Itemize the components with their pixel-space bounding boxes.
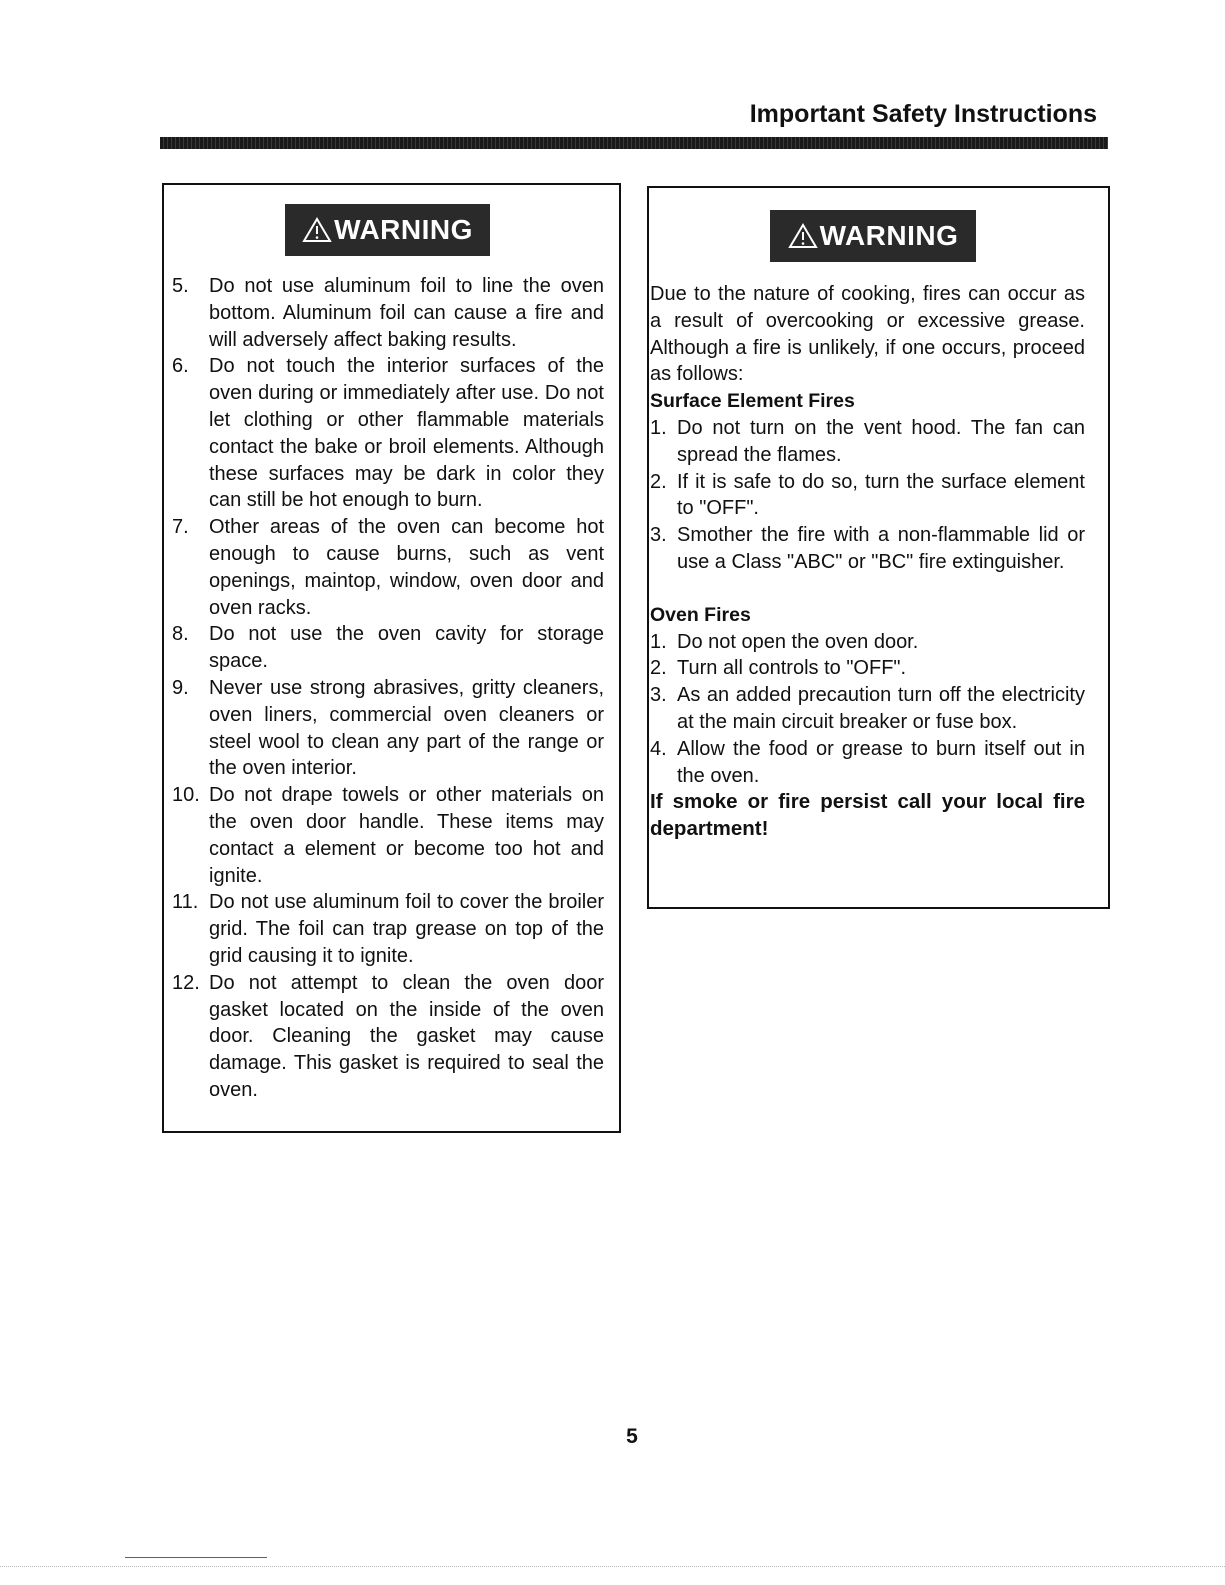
item-number: 5. <box>172 275 189 297</box>
spacer <box>650 576 1085 602</box>
item-text: Never use strong abrasives, gritty cleaners, oven liners, commercial oven cleaners or steel wool to clean any part of the range or the oven interior. <box>209 676 604 780</box>
item-text: Do not open the oven door. <box>677 630 919 653</box>
item-text: Do not drape towels or other materials on the oven door handle. These items may contact a element or become too hot and ignite. <box>209 784 604 887</box>
item-text: Do not attempt to clean the oven door gasket located on the inside of the oven door. Cleaning the gasket may cause damage. This gasket is required to seal the oven. <box>209 971 604 1101</box>
oven-fires-heading: Oven Fires <box>650 603 751 626</box>
item-number: 3. <box>650 524 667 547</box>
warning-label: WARNING <box>334 214 473 245</box>
item-text: Do not touch the interior surfaces of the oven during or immediately after use. Do not let clothing or other flammable materials contact the bake or broil elements. Although these surfaces may be dark in color they can still be hot enough to burn. <box>209 355 604 512</box>
item-text: Smother the fire with a non-flammable lid or use a Class "ABC" or "BC" fire extinguisher. <box>677 524 1085 573</box>
item-text: Do not use the oven cavity for storage space. <box>209 623 604 673</box>
fire-instructions <box>650 281 1085 843</box>
item-number: 1. <box>650 630 667 653</box>
left-instructions-list <box>172 273 604 1104</box>
item-number: 7. <box>172 516 189 539</box>
item-text: Other areas of the oven can become hot enough to cause burns, such as vent openings, maintop, window, oven door and oven racks. <box>209 516 604 619</box>
final-warning: If smoke or fire persist call your local fire department! <box>650 790 1085 841</box>
item-text: Do not use aluminum foil to line the oven bottom. Aluminum foil can cause a fire and will adversely affect baking results. <box>209 275 604 351</box>
warning-label: WARNING <box>819 220 959 251</box>
item-number: 8. <box>172 623 189 646</box>
list-item <box>650 469 1085 523</box>
item-text: Do not turn on the vent hood. The fan can spread the flames. <box>677 416 1085 466</box>
item-number: 10. <box>172 784 200 807</box>
page-title: Important Safety Instructions <box>749 100 1097 128</box>
warning-triangle-icon <box>302 216 332 244</box>
list-item <box>172 273 604 353</box>
page-bottom-edge <box>0 1566 1225 1567</box>
item-text: Do not use aluminum foil to cover the broiler grid. The foil can trap grease on top of the grid causing it to ignite. <box>209 891 604 967</box>
list-item <box>172 353 604 514</box>
page-number: 5 <box>626 1425 638 1448</box>
list-item <box>650 682 1085 736</box>
item-text: As an added precaution turn off the electricity at the main circuit breaker or fuse box. <box>677 684 1085 733</box>
list-item <box>172 675 604 782</box>
item-text: Turn all controls to "OFF". <box>677 657 907 680</box>
list-item <box>650 522 1085 576</box>
list-item <box>172 970 604 1104</box>
item-number: 3. <box>650 684 667 707</box>
list-item <box>172 889 604 969</box>
left-warning-box <box>162 183 621 1133</box>
right-warning-box <box>647 186 1110 909</box>
item-number: 9. <box>172 676 189 699</box>
header-divider <box>160 137 1108 149</box>
item-number: 6. <box>172 355 189 378</box>
item-number: 1. <box>650 416 667 439</box>
list-item <box>650 736 1085 790</box>
intro-paragraph: Due to the nature of cooking, fires can occur as a result of overcooking or excessive grease. Although a fire is unlikely, if one occurs, proceed as follows: <box>650 283 1085 386</box>
list-item <box>650 655 1085 682</box>
item-number: 12. <box>172 971 200 994</box>
right-warning-badge <box>770 210 976 262</box>
surface-fires-heading: Surface Element Fires <box>650 390 855 413</box>
list-item <box>650 415 1085 469</box>
warning-triangle-icon <box>788 222 818 250</box>
footer-link-underline <box>125 1557 267 1558</box>
list-item <box>172 621 604 675</box>
left-warning-badge <box>285 204 490 256</box>
list-item <box>172 514 604 621</box>
item-number: 2. <box>650 657 667 680</box>
item-number: 11. <box>172 891 199 914</box>
list-item <box>172 782 604 889</box>
item-number: 4. <box>650 737 667 760</box>
item-number: 2. <box>650 470 667 493</box>
item-text: If it is safe to do so, turn the surface element to "OFF". <box>677 470 1085 520</box>
list-item <box>650 629 1085 656</box>
item-text: Allow the food or grease to burn itself out in the oven. <box>677 737 1085 787</box>
